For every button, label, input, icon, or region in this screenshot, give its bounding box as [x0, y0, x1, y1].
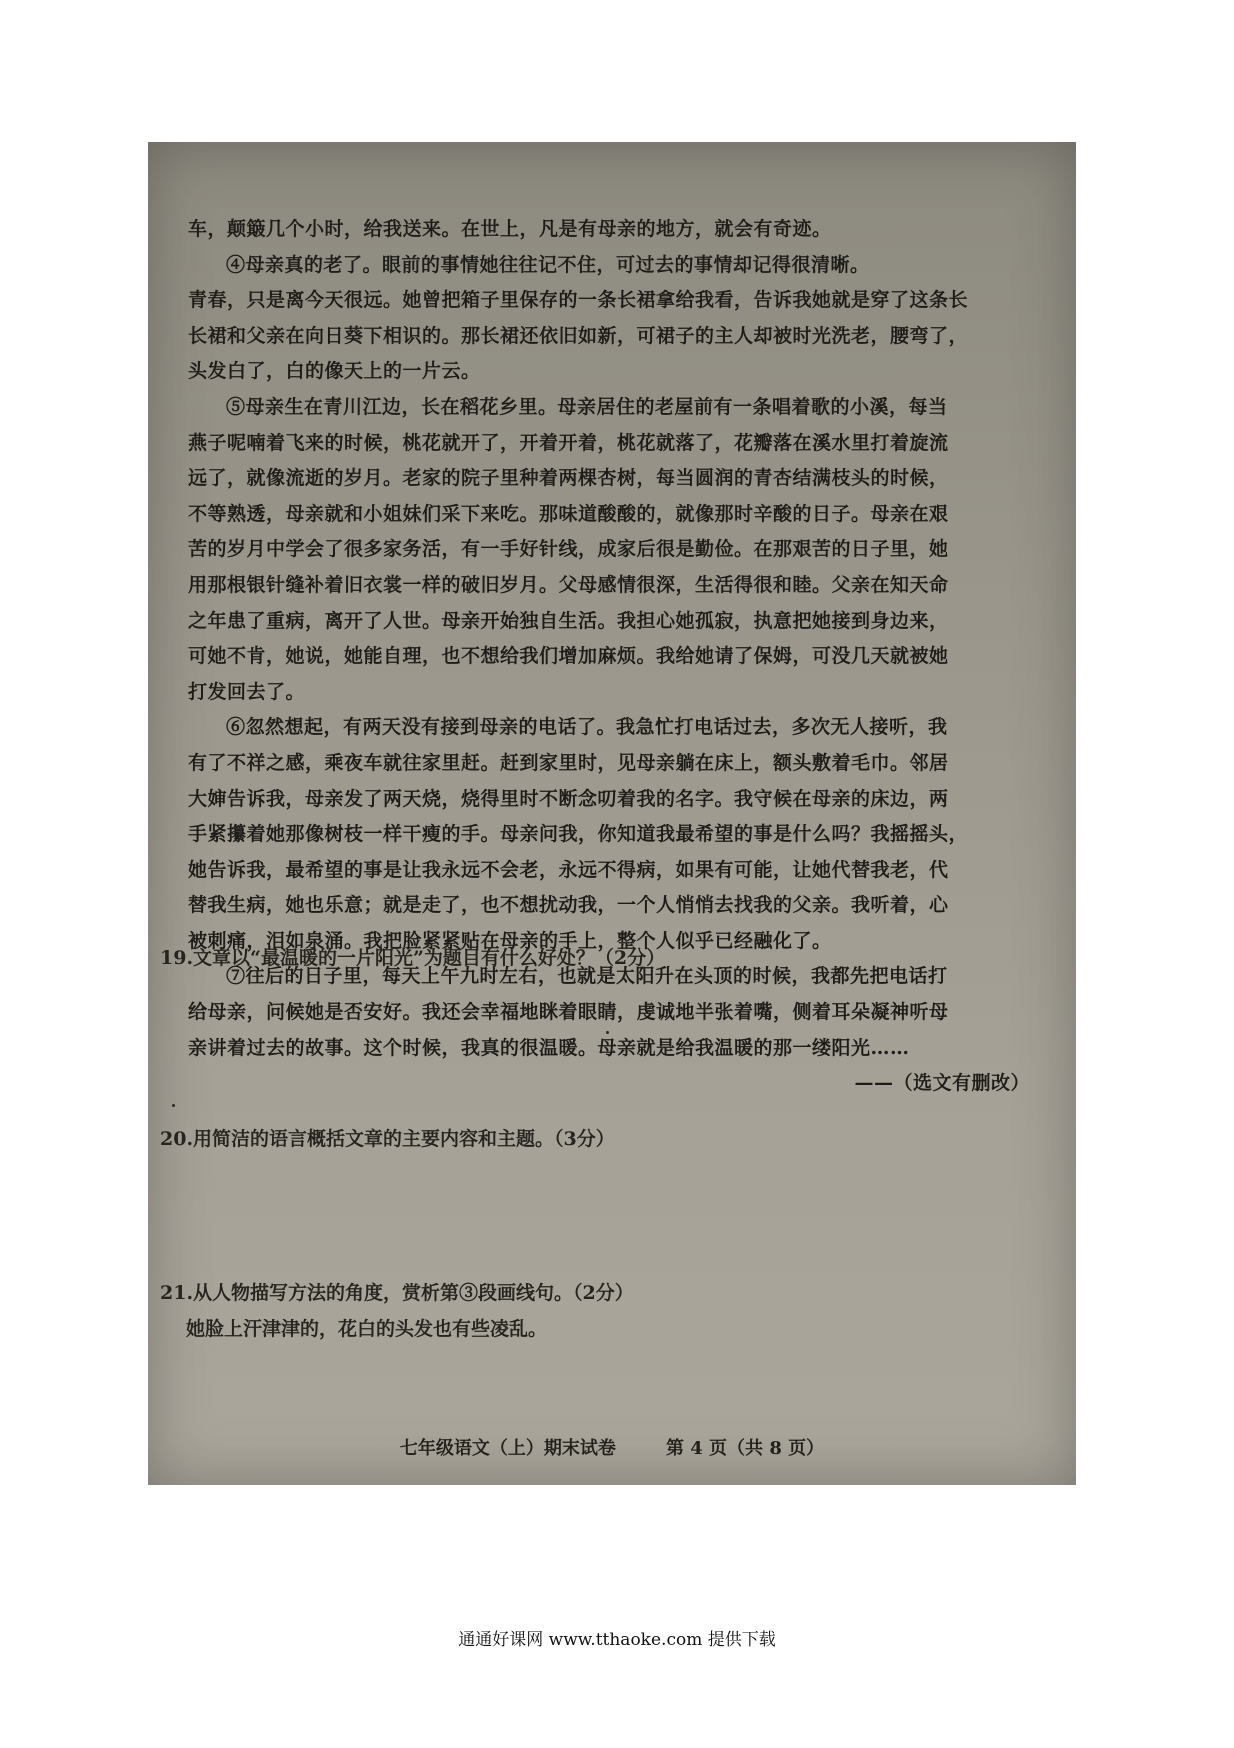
- question-21: 21.从人物描写方法的角度，赏析第③段画线句。（2分）: [160, 1282, 634, 1304]
- exam-footer: [148, 1434, 1076, 1460]
- passage-line: 打发回去了。: [188, 680, 306, 703]
- passage-line: 大婶告诉我，母亲发了两天烧，烧得里时不断念叨着我的名字。我守候在母亲的床边，两: [188, 787, 949, 810]
- passage-line: ⑦往后的日子里，每天上午九时左右，也就是太阳升在头顶的时候，我都先把电话打: [226, 965, 948, 988]
- speck: [606, 1031, 609, 1034]
- passage-line: ④母亲真的老了。眼前的事情她往往记不住，可过去的事情却记得很清晰。: [226, 253, 870, 276]
- passage-line: 远了，就像流逝的岁月。老家的院子里种着两棵杏树，每当圆润的青杏结满枝头的时候，: [188, 467, 949, 490]
- passage-line: 青春，只是离今天很远。她曾把箱子里保存的一条长裙拿给我看，告诉我她就是穿了这条长: [188, 289, 969, 312]
- passage-line: 之年患了重病，离开了人世。母亲开始独自生活。我担心她孤寂，执意把她接到身边来，: [188, 609, 949, 632]
- exam-page-photo: [148, 142, 1076, 1485]
- passage-line: 她告诉我，最希望的事是让我永远不会老，永远不得病，如果有可能，让她代替我老，代: [188, 858, 949, 881]
- underlined-quote: 她脸上汗津津的，花白的头发也有些凌乱。: [186, 1318, 548, 1340]
- exam-title: 七年级语文（上）期末试卷: [399, 1438, 616, 1459]
- speck: [172, 1104, 175, 1107]
- question-19: 19.文章以“最温暖的一片阳光”为题目有什么好处？（2分）: [160, 947, 666, 969]
- question-20: 20.用简洁的语言概括文章的主要内容和主题。（3分）: [160, 1128, 615, 1150]
- source-note: ——（选文有删改）: [854, 1072, 1030, 1095]
- download-credit: 通通好课网 www.tthaoke.com 提供下载: [458, 1630, 776, 1650]
- passage-line: 长裙和父亲在向日葵下相识的。那长裙还依旧如新，可裙子的主人却被时光洗老，腰弯了，: [188, 324, 969, 347]
- passage-line: 手紧攥着她那像树枝一样干瘦的手。母亲问我，你知道我最希望的事是什么吗？我摇摇头，: [188, 823, 969, 846]
- passage-line: 苦的岁月中学会了很多家务活，有一手好针线，成家后很是勤俭。在那艰苦的日子里，她: [188, 538, 949, 561]
- passage-line: 替我生病，她也乐意；就是走了，也不想扰动我，一个人悄悄去找我的父亲。我听着，心: [188, 894, 949, 917]
- passage-line: 车，颠簸几个小时，给我送来。在世上，凡是有母亲的地方，就会有奇迹。: [188, 218, 832, 240]
- passage-line: 有了不祥之感，乘夜车就往家里赶。赶到家里时，见母亲躺在床上，额头敷着毛巾。邻居: [188, 751, 949, 774]
- passage-line: ⑤母亲生在青川江边，长在稻花乡里。母亲居住的老屋前有一条唱着歌的小溪，每当: [226, 395, 948, 418]
- passage-line: 用那根银针缝补着旧衣裳一样的破旧岁月。父母感情很深，生活得很和睦。父亲在知天命: [188, 573, 949, 596]
- passage-line: 可她不肯，她说，她能自理，也不想给我们增加麻烦。我给她请了保姆，可没几天就被她: [188, 645, 949, 668]
- passage-line: 头发白了，白的像天上的一片云。: [188, 360, 481, 383]
- passage-line: 给母亲，问候她是否安好。我还会幸福地眯着眼睛，虔诚地半张着嘴，侧着耳朵凝神听母: [188, 1001, 949, 1024]
- passage-line: 燕子呢喃着飞来的时候，桃花就开了，开着开着，桃花就落了，花瓣落在溪水里打着旋流: [188, 431, 949, 454]
- passage-line: 被刺痛，泪如泉涌。我把脸紧紧贴在母亲的手上，整个人似乎已经融化了。: [188, 929, 832, 952]
- passage-line: ⑥忽然想起，有两天没有接到母亲的电话了。我急忙打电话过去，多次无人接听，我: [226, 716, 948, 739]
- passage-line: 不等熟透，母亲就和小姐妹们采下来吃。那味道酸酸的，就像那时辛酸的日子。母亲在艰: [188, 502, 949, 525]
- page-info: 第 4 页（共 8 页）: [666, 1438, 825, 1459]
- passage-line: 亲讲着过去的故事。这个时候，我真的很温暖。母亲就是给我温暖的那一缕阳光……: [188, 1036, 910, 1059]
